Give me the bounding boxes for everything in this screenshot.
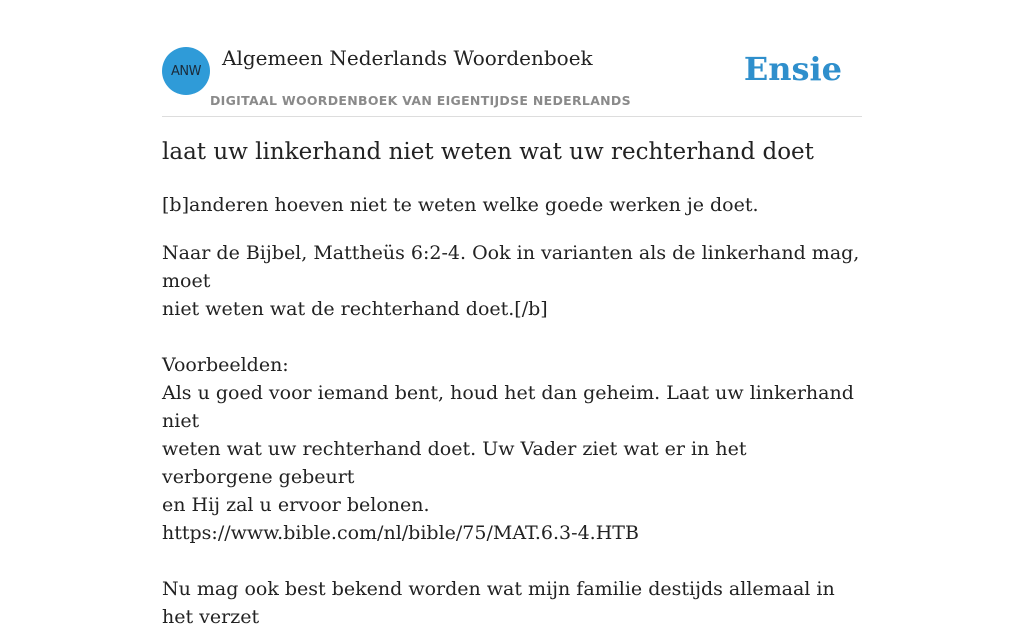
body-line: weten wat uw rechterhand doet. Uw Vader ziet wat er in het verborgene gebeurt bbox=[162, 438, 747, 488]
body-line: Voorbeelden: bbox=[162, 354, 289, 376]
body-line: niet weten wat de rechterhand doet.[/b] bbox=[162, 298, 548, 320]
site-title[interactable]: Algemeen Nederlands Woordenboek bbox=[222, 46, 593, 70]
entry-body bbox=[162, 239, 862, 631]
anw-logo[interactable] bbox=[162, 47, 210, 95]
logo-text: ANW bbox=[171, 63, 201, 79]
ensie-brand-link[interactable]: Ensie bbox=[743, 50, 842, 88]
source-link[interactable]: https://www.bible.com/nl/bible/75/MAT.6.3-4.HTB bbox=[162, 522, 639, 544]
body-line: Nu mag ook best bekend worden wat mijn familie destijds allemaal in het verzet bbox=[162, 578, 835, 628]
body-line: Als u goed voor iemand bent, houd het dan geheim. Laat uw linkerhand niet bbox=[162, 382, 854, 432]
body-line: en Hij zal u ervoor belonen. bbox=[162, 494, 430, 516]
entry-summary: [b]anderen hoeven niet te weten welke goede werken je doet. bbox=[162, 194, 759, 216]
page-container bbox=[162, 0, 862, 628]
entry-term: laat uw linkerhand niet weten wat uw rechterhand doet bbox=[162, 139, 814, 165]
paragraph-gap bbox=[162, 323, 862, 351]
paragraph-gap bbox=[162, 547, 862, 575]
site-subtitle: DIGITAAL WOORDENBOEK VAN EIGENTIJDSE NEDERLANDS bbox=[210, 93, 631, 108]
body-line: Naar de Bijbel, Mattheüs 6:2-4. Ook in varianten als de linkerhand mag, moet bbox=[162, 242, 860, 292]
site-header bbox=[162, 0, 862, 117]
